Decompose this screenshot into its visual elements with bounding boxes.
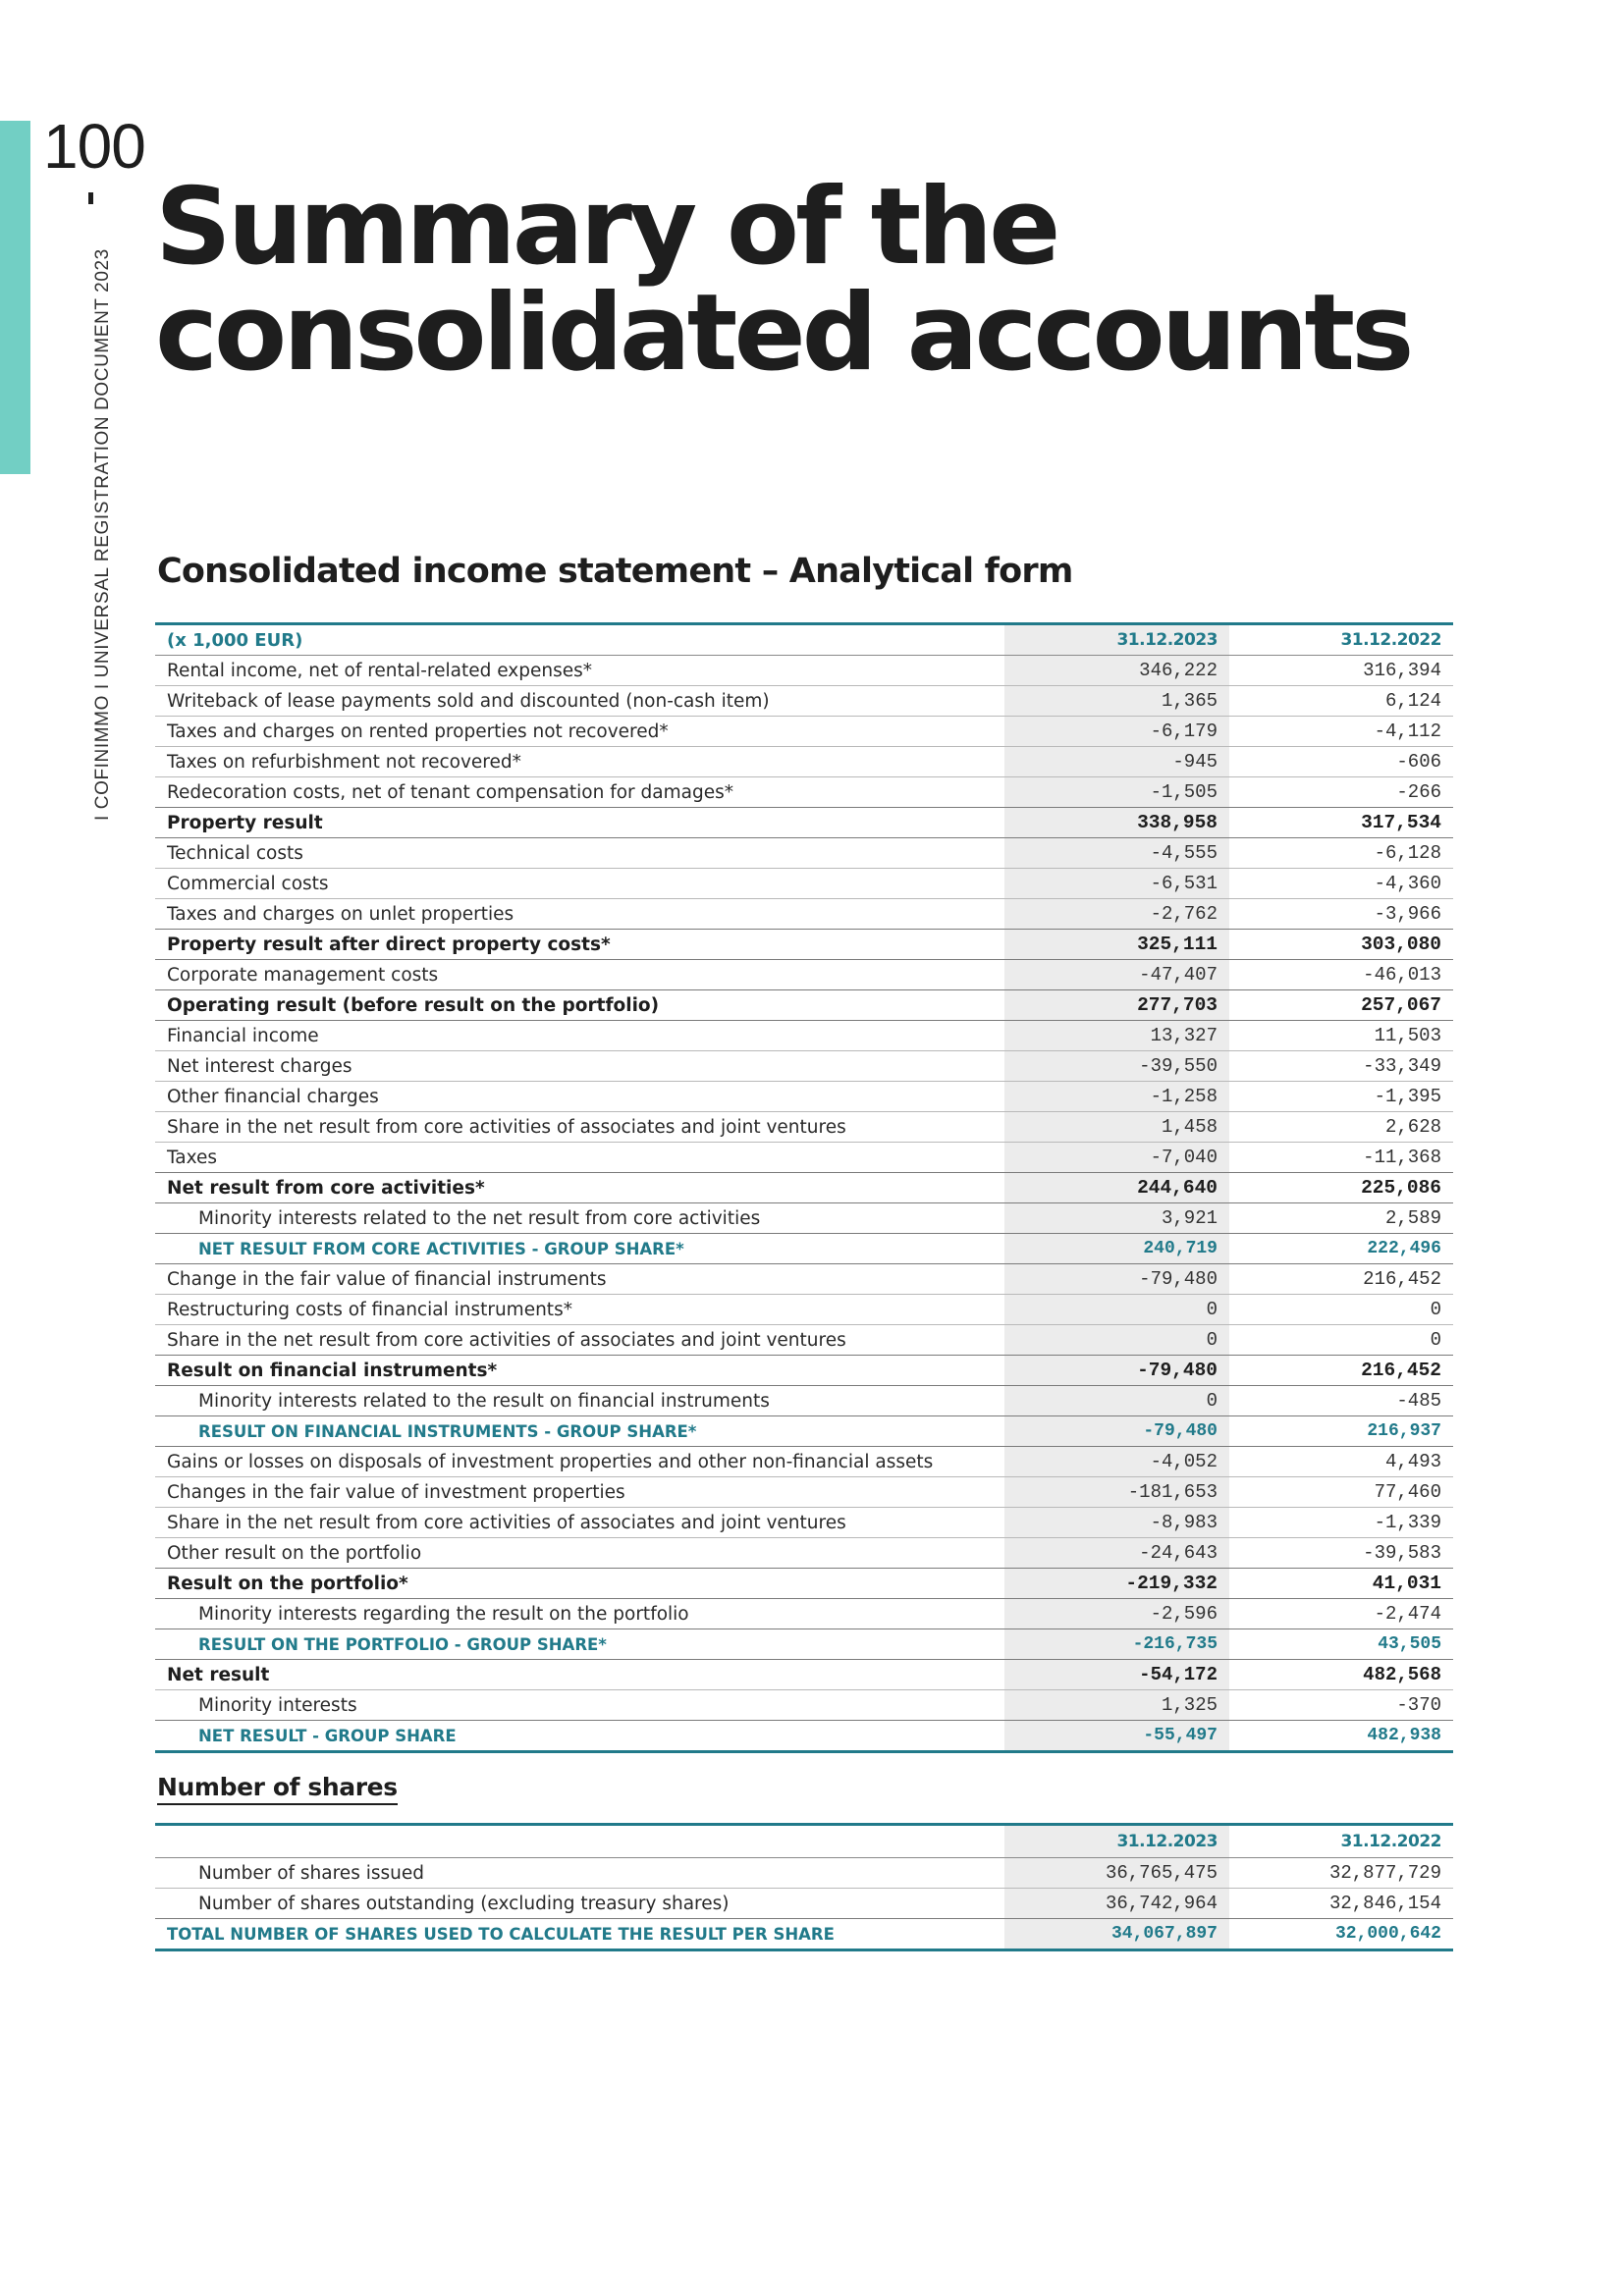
value-2022: -6,128: [1229, 838, 1453, 869]
value-2023: -1,258: [1004, 1082, 1229, 1112]
row-label: Taxes and charges on unlet properties: [155, 899, 1004, 930]
value-2022: 482,568: [1229, 1660, 1453, 1690]
page-number: 100: [43, 111, 145, 182]
row-label: Number of shares outstanding (excluding treasury shares): [155, 1889, 1004, 1919]
value-2023: 240,719: [1004, 1234, 1229, 1264]
row-label: Net interest charges: [155, 1051, 1004, 1082]
table-row: [155, 1569, 1453, 1599]
row-label: Operating result (before result on the portfolio): [155, 990, 1004, 1021]
table-row: [155, 1629, 1453, 1660]
value-2022: 225,086: [1229, 1173, 1453, 1203]
row-label: Other financial charges: [155, 1082, 1004, 1112]
row-label: Property result after direct property costs*: [155, 930, 1004, 960]
page-title-line-2: consolidated accounts: [155, 272, 1411, 395]
table-row: [155, 1447, 1453, 1477]
row-label: Result on financial instruments*: [155, 1356, 1004, 1386]
value-2022: -266: [1229, 777, 1453, 808]
value-2022: -370: [1229, 1690, 1453, 1721]
table-row: [155, 1477, 1453, 1508]
row-label: Technical costs: [155, 838, 1004, 869]
value-2023: -181,653: [1004, 1477, 1229, 1508]
table-row: [155, 808, 1453, 838]
income-statement-heading: Consolidated income statement – Analytical form: [157, 552, 1073, 591]
value-2023: -24,643: [1004, 1538, 1229, 1569]
value-2023: -945: [1004, 747, 1229, 777]
row-label: RESULT ON THE PORTFOLIO - GROUP SHARE*: [155, 1629, 1004, 1660]
page-title-line-1: Summary of the: [155, 166, 1057, 289]
value-2022: 6,124: [1229, 686, 1453, 717]
value-2022: 77,460: [1229, 1477, 1453, 1508]
row-label: Change in the fair value of financial instruments: [155, 1264, 1004, 1295]
table-row: [155, 1599, 1453, 1629]
table-row: [155, 1082, 1453, 1112]
table-header-row: [155, 624, 1453, 656]
row-label: NET RESULT - GROUP SHARE: [155, 1721, 1004, 1752]
value-2023: 325,111: [1004, 930, 1229, 960]
row-label: Changes in the fair value of investment properties: [155, 1477, 1004, 1508]
table-row: [155, 717, 1453, 747]
unit-label: (x 1,000 EUR): [155, 624, 1004, 656]
running-header-vertical: I COFINIMMO I UNIVERSAL REGISTRATION DOCUMENT 2023: [92, 248, 113, 821]
value-2023: 1,458: [1004, 1112, 1229, 1143]
row-label: Corporate management costs: [155, 960, 1004, 990]
row-label: Other result on the portfolio: [155, 1538, 1004, 1569]
value-2022: 222,496: [1229, 1234, 1453, 1264]
value-2022: 2,589: [1229, 1203, 1453, 1234]
value-2022: 11,503: [1229, 1021, 1453, 1051]
value-2023: -79,480: [1004, 1416, 1229, 1447]
value-2022: -4,360: [1229, 869, 1453, 899]
table-row: [155, 1889, 1453, 1919]
table-row: [155, 1112, 1453, 1143]
value-2023: 3,921: [1004, 1203, 1229, 1234]
table-row: [155, 686, 1453, 717]
column-header-2023: 31.12.2023: [1004, 1825, 1229, 1858]
value-2022: -1,339: [1229, 1508, 1453, 1538]
row-label: Minority interests: [155, 1690, 1004, 1721]
value-2022: 317,534: [1229, 808, 1453, 838]
row-label: Result on the portfolio*: [155, 1569, 1004, 1599]
row-label: Share in the net result from core activities of associates and joint ventures: [155, 1325, 1004, 1356]
table-row: [155, 1508, 1453, 1538]
table-row: [155, 1919, 1453, 1950]
row-label: Share in the net result from core activities of associates and joint ventures: [155, 1508, 1004, 1538]
row-label: Taxes and charges on rented properties not recovered*: [155, 717, 1004, 747]
row-label: Number of shares issued: [155, 1858, 1004, 1889]
value-2022: -46,013: [1229, 960, 1453, 990]
table-row: [155, 656, 1453, 686]
table-row: [155, 777, 1453, 808]
value-2022: 32,846,154: [1229, 1889, 1453, 1919]
table-row: [155, 1264, 1453, 1295]
value-2023: 36,742,964: [1004, 1889, 1229, 1919]
row-label: Rental income, net of rental-related expenses*: [155, 656, 1004, 686]
value-2022: -485: [1229, 1386, 1453, 1416]
row-label: Taxes on refurbishment not recovered*: [155, 747, 1004, 777]
row-label: Minority interests related to the result on financial instruments: [155, 1386, 1004, 1416]
row-label: Financial income: [155, 1021, 1004, 1051]
value-2023: -8,983: [1004, 1508, 1229, 1538]
table-row: [155, 1690, 1453, 1721]
value-2022: 482,938: [1229, 1721, 1453, 1752]
value-2022: 216,452: [1229, 1356, 1453, 1386]
table-row: [155, 869, 1453, 899]
row-label: Commercial costs: [155, 869, 1004, 899]
value-2022: 43,505: [1229, 1629, 1453, 1660]
row-label: Minority interests related to the net result from core activities: [155, 1203, 1004, 1234]
row-label: Gains or losses on disposals of investment properties and other non-financial assets: [155, 1447, 1004, 1477]
table-row: [155, 1325, 1453, 1356]
table-row: [155, 1173, 1453, 1203]
income-statement-table: [155, 622, 1453, 1753]
unit-label: [155, 1825, 1004, 1858]
value-2022: -4,112: [1229, 717, 1453, 747]
value-2023: -7,040: [1004, 1143, 1229, 1173]
row-label: Share in the net result from core activities of associates and joint ventures: [155, 1112, 1004, 1143]
table-row: [155, 1203, 1453, 1234]
row-label: Net result from core activities*: [155, 1173, 1004, 1203]
value-2022: -39,583: [1229, 1538, 1453, 1569]
row-label: Writeback of lease payments sold and discounted (non-cash item): [155, 686, 1004, 717]
row-label: Redecoration costs, net of tenant compensation for damages*: [155, 777, 1004, 808]
table-row: [155, 1234, 1453, 1264]
value-2022: -606: [1229, 747, 1453, 777]
value-2023: -6,179: [1004, 717, 1229, 747]
table-row: [155, 838, 1453, 869]
value-2023: 13,327: [1004, 1021, 1229, 1051]
table-row: [155, 1538, 1453, 1569]
value-2022: 4,493: [1229, 1447, 1453, 1477]
table-row: [155, 1386, 1453, 1416]
value-2023: 346,222: [1004, 656, 1229, 686]
value-2022: 303,080: [1229, 930, 1453, 960]
table-row: [155, 1416, 1453, 1447]
page-title: [155, 166, 1411, 395]
row-label: NET RESULT FROM CORE ACTIVITIES - GROUP SHARE*: [155, 1234, 1004, 1264]
value-2023: 0: [1004, 1386, 1229, 1416]
row-label: Restructuring costs of financial instruments*: [155, 1295, 1004, 1325]
value-2023: -79,480: [1004, 1264, 1229, 1295]
row-label: Taxes: [155, 1143, 1004, 1173]
value-2022: -11,368: [1229, 1143, 1453, 1173]
column-header-2022: 31.12.2022: [1229, 1825, 1453, 1858]
value-2023: -219,332: [1004, 1569, 1229, 1599]
table-row: [155, 1051, 1453, 1082]
row-label: TOTAL NUMBER OF SHARES USED TO CALCULATE THE RESULT PER SHARE: [155, 1919, 1004, 1950]
value-2023: -6,531: [1004, 869, 1229, 899]
value-2023: -216,735: [1004, 1629, 1229, 1660]
table-row: [155, 1858, 1453, 1889]
value-2023: 1,365: [1004, 686, 1229, 717]
table-row: [155, 1660, 1453, 1690]
value-2023: 34,067,897: [1004, 1919, 1229, 1950]
column-header-2023: 31.12.2023: [1004, 624, 1229, 656]
side-accent-bar: [0, 121, 30, 474]
value-2023: -2,762: [1004, 899, 1229, 930]
row-label: RESULT ON FINANCIAL INSTRUMENTS - GROUP SHARE*: [155, 1416, 1004, 1447]
table-row: [155, 1021, 1453, 1051]
value-2022: 0: [1229, 1295, 1453, 1325]
table-row: [155, 1143, 1453, 1173]
row-label: Property result: [155, 808, 1004, 838]
value-2023: 244,640: [1004, 1173, 1229, 1203]
value-2023: -2,596: [1004, 1599, 1229, 1629]
value-2023: 36,765,475: [1004, 1858, 1229, 1889]
table-row: [155, 747, 1453, 777]
value-2022: -33,349: [1229, 1051, 1453, 1082]
value-2023: 1,325: [1004, 1690, 1229, 1721]
table-row: [155, 930, 1453, 960]
value-2022: 2,628: [1229, 1112, 1453, 1143]
value-2023: -47,407: [1004, 960, 1229, 990]
value-2022: 32,877,729: [1229, 1858, 1453, 1889]
value-2023: -4,052: [1004, 1447, 1229, 1477]
table-row: [155, 960, 1453, 990]
value-2022: -3,966: [1229, 899, 1453, 930]
column-header-2022: 31.12.2022: [1229, 624, 1453, 656]
table-row: [155, 899, 1453, 930]
value-2023: -39,550: [1004, 1051, 1229, 1082]
value-2022: -2,474: [1229, 1599, 1453, 1629]
value-2022: 316,394: [1229, 656, 1453, 686]
value-2023: -4,555: [1004, 838, 1229, 869]
side-separator-mark: [88, 192, 93, 204]
value-2023: -79,480: [1004, 1356, 1229, 1386]
value-2023: -1,505: [1004, 777, 1229, 808]
value-2023: 277,703: [1004, 990, 1229, 1021]
table-row: [155, 1295, 1453, 1325]
value-2023: -54,172: [1004, 1660, 1229, 1690]
value-2022: 0: [1229, 1325, 1453, 1356]
table-row: [155, 1356, 1453, 1386]
value-2022: 216,452: [1229, 1264, 1453, 1295]
value-2022: 41,031: [1229, 1569, 1453, 1599]
value-2023: 338,958: [1004, 808, 1229, 838]
value-2023: -55,497: [1004, 1721, 1229, 1752]
table-row: [155, 990, 1453, 1021]
value-2023: 0: [1004, 1295, 1229, 1325]
row-label: Net result: [155, 1660, 1004, 1690]
value-2023: 0: [1004, 1325, 1229, 1356]
value-2022: -1,395: [1229, 1082, 1453, 1112]
table-header-row: [155, 1825, 1453, 1858]
shares-table: [155, 1823, 1453, 1951]
value-2022: 257,067: [1229, 990, 1453, 1021]
value-2022: 32,000,642: [1229, 1919, 1453, 1950]
row-label: Minority interests regarding the result on the portfolio: [155, 1599, 1004, 1629]
value-2022: 216,937: [1229, 1416, 1453, 1447]
shares-heading: Number of shares: [157, 1773, 398, 1805]
table-row: [155, 1721, 1453, 1752]
